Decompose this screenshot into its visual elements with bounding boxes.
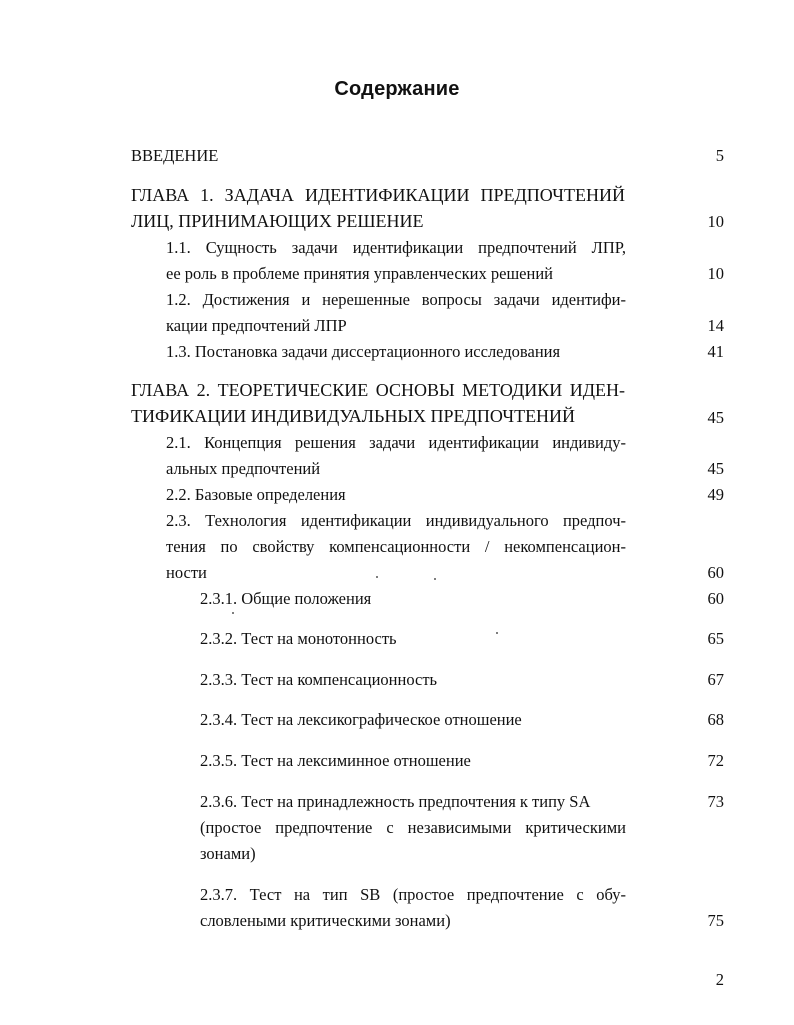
toc-subsection-2-3-6-line-2: (простое предпочтение с независимыми критическими	[200, 818, 626, 837]
toc-chapter-2-page: 45	[707, 408, 724, 427]
toc-section-1-1-line-1: 1.1. Сущность задачи идентификации предпочтений ЛПР,	[166, 238, 626, 257]
toc-subsection-2-3-2-page: 65	[707, 629, 724, 648]
toc-chapter-1-page: 10	[707, 212, 724, 231]
toc-subsection-2-3-4: 2.3.4. Тест на лексикографическое отношение	[200, 710, 522, 729]
toc-section-2-1-line-2: альных предпочтений	[166, 459, 321, 478]
toc-section-2-2-line-1: 2.2. Базовые определения	[166, 485, 346, 504]
toc-subsection-2-3-4-page: 68	[707, 710, 724, 729]
toc-section-1-3-page: 41	[707, 342, 724, 361]
toc-section-1-2-line-1: 1.2. Достижения и нерешенные вопросы задачи идентифи-	[166, 290, 626, 309]
toc-section-2-3-line-1: 2.3. Технология идентификации индивидуального предпоч-	[166, 511, 626, 530]
toc-chapter-1-line-1: ГЛАВА 1. ЗАДАЧА ИДЕНТИФИКАЦИИ ПРЕДПОЧТЕНИЙ	[131, 185, 625, 205]
toc-chapter-2-line-2: ТИФИКАЦИИ ИНДИВИДУАЛЬНЫХ ПРЕДПОЧТЕНИЙ	[131, 406, 576, 426]
toc-section-1-1-line-2: ее роль в проблеме принятия управленческих решений	[166, 264, 553, 283]
toc-chapter-1-line-2: ЛИЦ, ПРИНИМАЮЩИХ РЕШЕНИЕ	[131, 211, 424, 231]
toc-section-1-3-line-1: 1.3. Постановка задачи диссертационного исследования	[166, 342, 561, 361]
toc-subsection-2-3-2: 2.3.2. Тест на монотонность	[200, 629, 397, 648]
toc-subsection-2-3-1: 2.3.1. Общие положения	[200, 589, 372, 608]
page-title: Содержание	[334, 78, 460, 100]
toc-section-1-2-line-2: кации предпочтений ЛПР	[166, 316, 347, 335]
toc-intro-page: 5	[715, 146, 724, 165]
toc-subsection-2-3-3-page: 67	[707, 670, 724, 689]
toc-subsection-2-3-6-page: 73	[707, 792, 724, 811]
scan-speck	[376, 576, 378, 578]
toc-subsection-2-3-6-line-3: зонами)	[200, 844, 256, 863]
toc-subsection-2-3-6-line-1: 2.3.6. Тест на принадлежность предпочтения к типу SA	[200, 792, 591, 811]
toc-section-2-2-page: 49	[707, 485, 724, 504]
toc-section-2-1-page: 45	[707, 459, 724, 478]
scan-speck	[434, 578, 436, 580]
toc-section-2-1-line-1: 2.1. Концепция решения задачи идентификации индивиду-	[166, 433, 626, 452]
toc-chapter-2-line-1: ГЛАВА 2. ТЕОРЕТИЧЕСКИЕ ОСНОВЫ МЕТОДИКИ ИДЕН-	[131, 380, 625, 400]
toc-section-2-3-line-3: ности	[166, 563, 207, 582]
scan-speck	[232, 612, 234, 614]
toc-subsection-2-3-7-line-1: 2.3.7. Тест на тип SB (простое предпочтение с обу-	[200, 885, 626, 904]
toc-section-1-2-page: 14	[707, 316, 724, 335]
toc-subsection-2-3-5: 2.3.5. Тест на лексиминное отношение	[200, 751, 471, 770]
toc-subsection-2-3-7-line-2: словлеными критическими зонами)	[200, 911, 451, 930]
scan-speck	[496, 632, 498, 634]
toc-section-1-1-page: 10	[707, 264, 724, 283]
toc-section-2-3-line-2: тения по свойству компенсационности / некомпенсацион-	[166, 537, 626, 556]
toc-subsection-2-3-3: 2.3.3. Тест на компенсационность	[200, 670, 438, 689]
toc-intro-title: ВВЕДЕНИЕ	[131, 146, 219, 165]
toc-subsection-2-3-1-page: 60	[707, 589, 724, 608]
toc-section-2-3-page: 60	[707, 563, 724, 582]
toc-subsection-2-3-7-page: 75	[707, 911, 724, 930]
page-number: 2	[715, 970, 724, 989]
toc-subsection-2-3-5-page: 72	[707, 751, 724, 770]
